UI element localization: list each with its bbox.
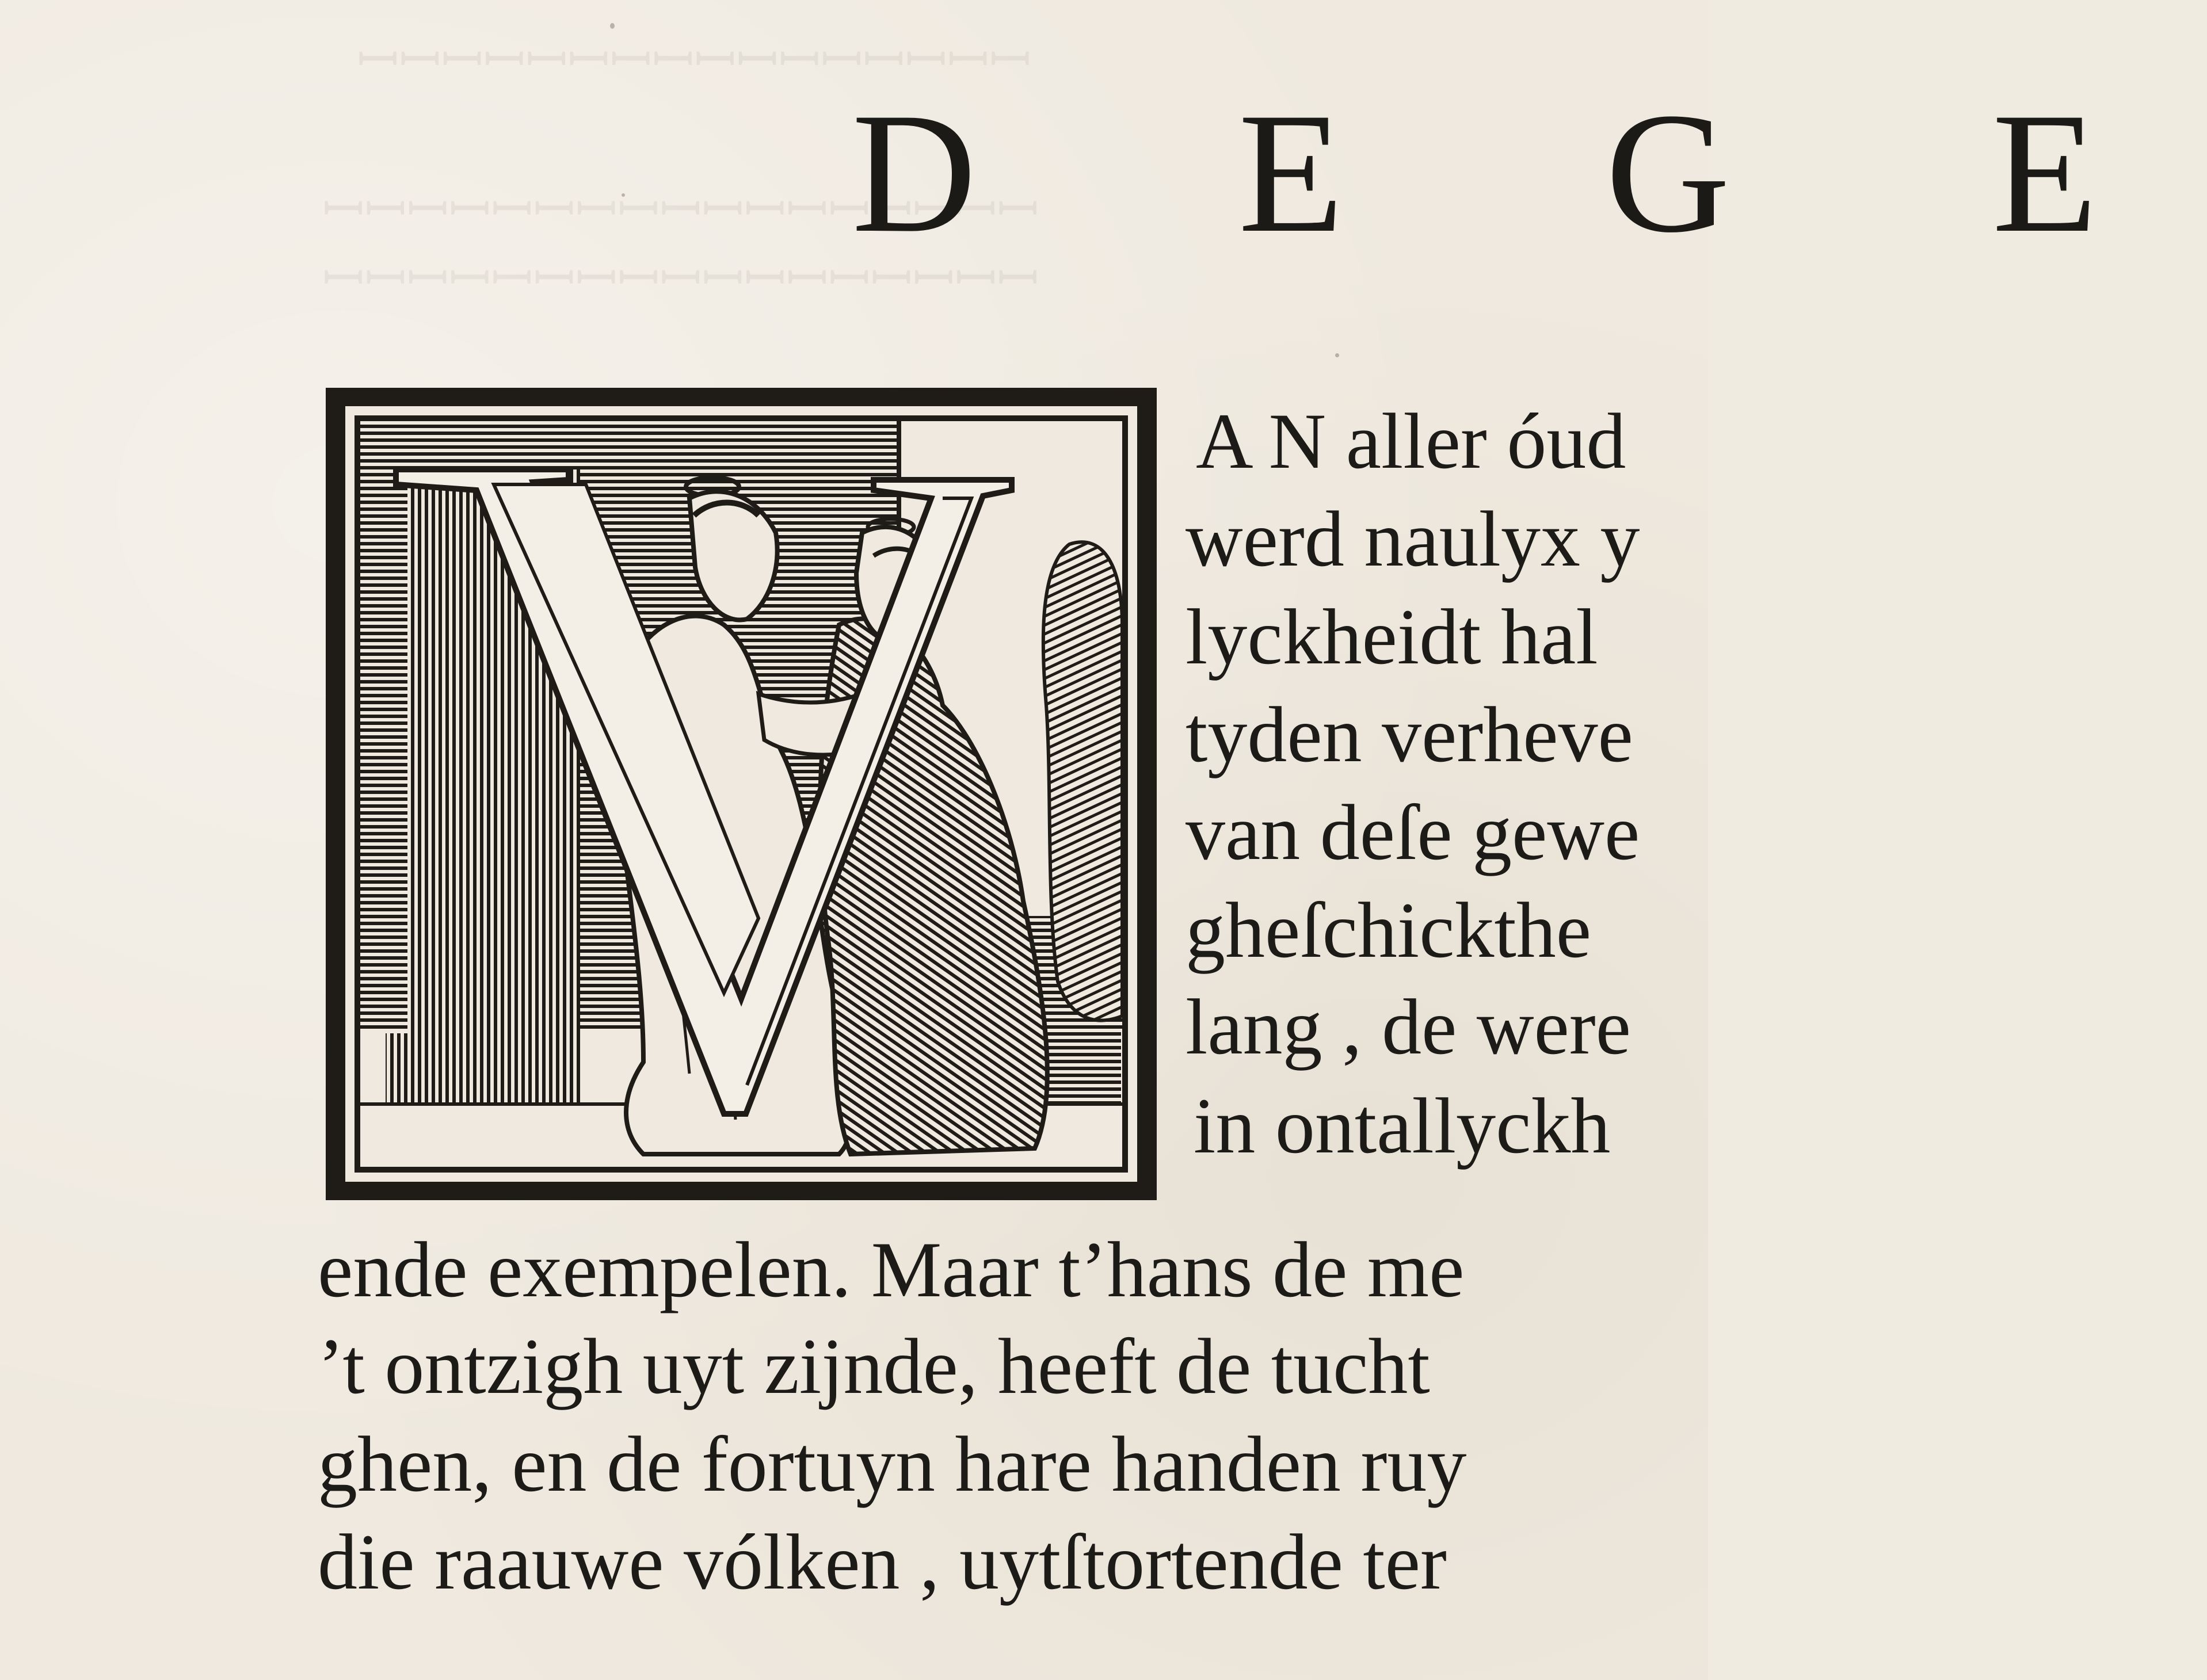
- text-line: in ontallyckh: [1194, 1082, 1611, 1170]
- text-line: A N aller óud: [1196, 397, 1626, 485]
- text-line: lyckheidt hal: [1186, 593, 1598, 681]
- text-line: ’t ontzigh uyt zijnde, heeft de tucht: [318, 1322, 1430, 1410]
- text-line: van deſe gewe: [1186, 788, 1640, 876]
- show-through-text: ꟷꟷꟷꟷꟷꟷꟷꟷꟷꟷꟷꟷꟷꟷꟷꟷ: [357, 30, 1032, 90]
- paper-speck: [1335, 353, 1339, 357]
- chapter-heading: D E G E: [852, 77, 2207, 268]
- text-line: die raauwe vólken , uytſtortende ter: [318, 1518, 1447, 1606]
- text-line: tyden verheve: [1186, 690, 1633, 778]
- text-line: ghen, en de fortuyn hare handen ruy: [318, 1420, 1467, 1508]
- show-through-text: ꟷꟷꟷꟷꟷꟷꟷꟷꟷꟷꟷꟷꟷꟷꟷꟷꟷ: [322, 180, 1039, 240]
- text-line: ende exempelen. Maar t’hans de me: [318, 1225, 1465, 1314]
- text-line: werd naulyx y: [1186, 495, 1640, 583]
- paper-speck: [622, 193, 625, 197]
- woodcut-initial-v: [321, 383, 1161, 1205]
- show-through-text: ꟷꟷꟷꟷꟷꟷꟷꟷꟷꟷꟷꟷꟷꟷꟷꟷꟷ: [322, 249, 1039, 309]
- paper-speck: [610, 23, 615, 29]
- text-line: gheſchickthe: [1186, 886, 1592, 974]
- text-line: lang , de were: [1186, 983, 1631, 1071]
